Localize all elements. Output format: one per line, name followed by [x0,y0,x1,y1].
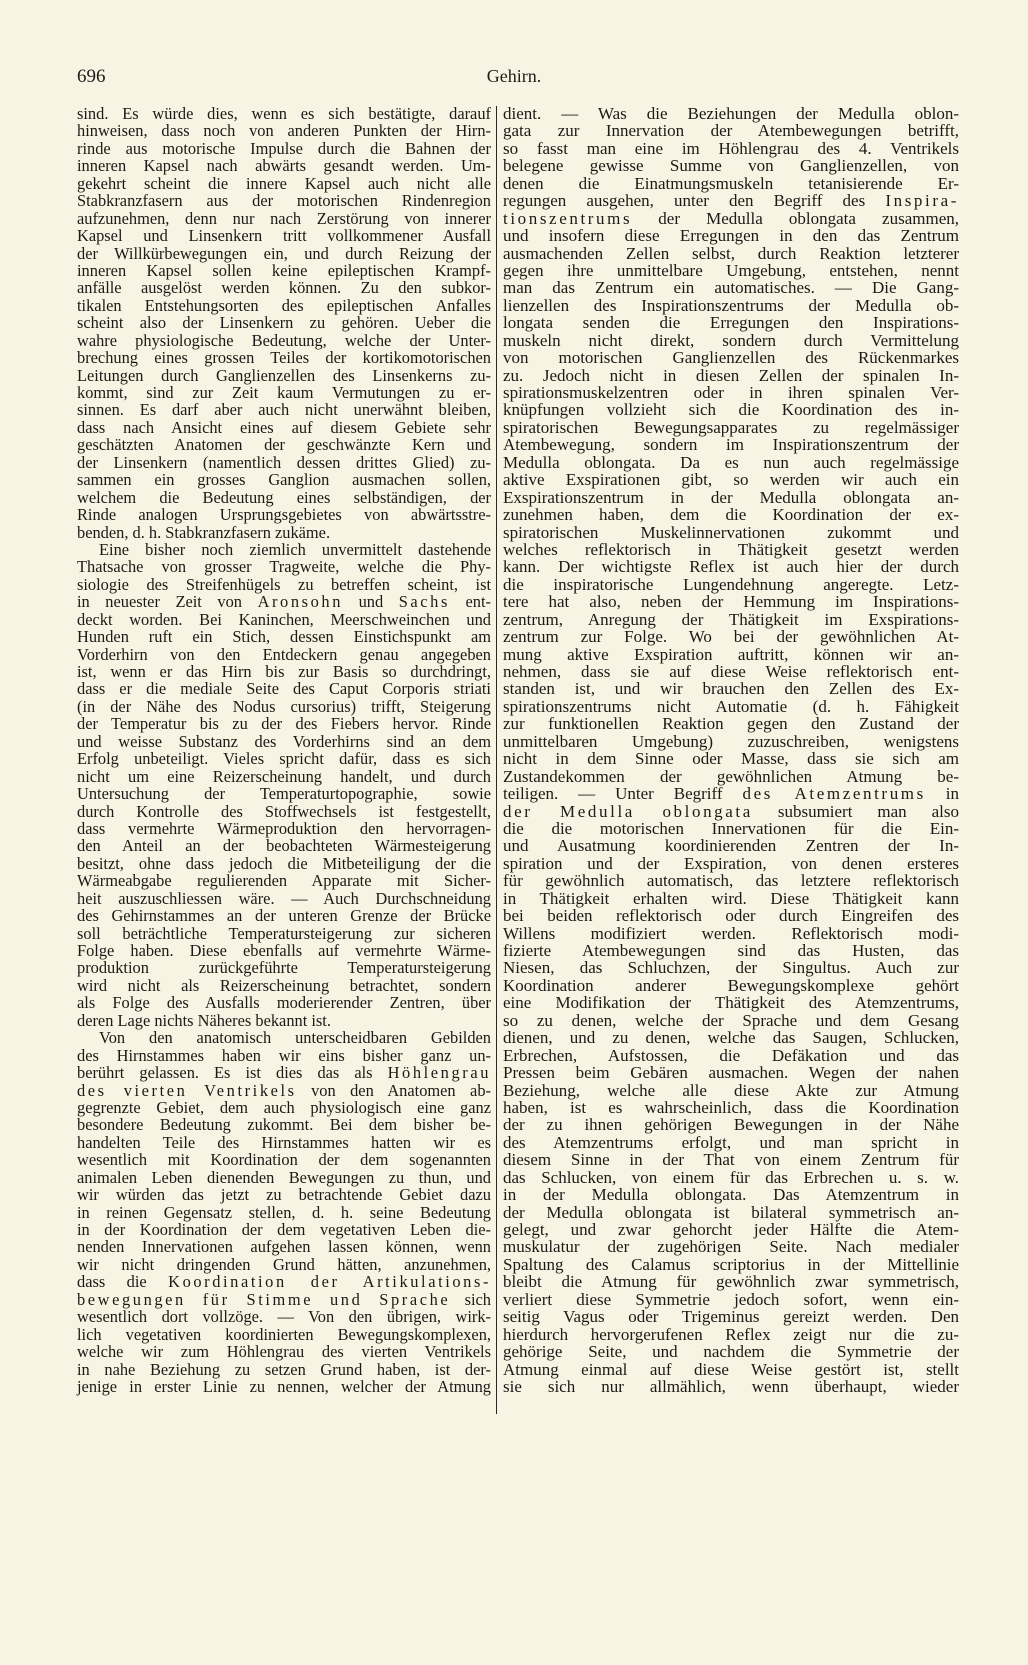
text-line: welches reflektorisch in Thätigkeit gesetzt werden [503,539,959,559]
text-line: Vorderhirn von den Entdeckern genau angegeben [77,644,491,664]
text-column-right [503,105,959,1395]
text-line: Wärmeabgabe regulierenden Apparate mit Sicher- [77,871,491,891]
text-line: des Atemzentrums erfolgt, und man spricht in [503,1132,959,1152]
text-line: aufzunehmen, denn nur nach Zerstörung von innerer [77,208,491,228]
text-segment: subsumiert man also [752,801,959,821]
text-line: sie sich nur allmählich, wenn überhaupt, wieder [503,1376,959,1396]
text-line: animalen Leben dienenden Bewegungen zu thun, und [77,1167,491,1187]
spaced-emphasis: Inspira- [885,191,959,211]
text-line: besondere Bedeutung zukommt. Bei dem bisher be- [77,1115,491,1135]
text-line: dienen, und zu denen, welche das Saugen, Schlucken, [503,1028,959,1048]
text-line: eine Modifikation der Thätigkeit des Atemzentrums, [503,993,959,1013]
text-line: Eine bisher noch ziemlich unvermittelt dastehende [99,539,491,559]
text-line: das Schlucken, von einem für das Erbrechen u. s. w. [503,1167,959,1187]
text-line: hinweisen, dass noch von anderen Punkten der Hirn- [77,121,491,141]
text-line: spiration und der Exspiration, von denen ersteres [503,853,959,873]
text-line: in reinen Gegensatz stellen, d. h. seine Bedeutung [77,1202,491,1222]
text-line: standen ist, und wir brauchen den Zellen des Ex- [503,679,959,699]
text-line: welchem die Bedeutung eines selbständigen, der [77,487,491,507]
text-line: jenige in erster Linie zu nennen, welcher der Atmung [77,1376,491,1396]
text-line: und insofern diese Erregungen in den das Zentrum [503,226,959,246]
running-title-wrap [0,66,1000,87]
text-line: Exspirationszentrum in der Medulla oblongata an- [503,487,959,507]
spaced-emphasis: der Medulla oblongata [503,801,753,821]
text-line: der Linsenkern (namentlich dessen drittes Glied) zu- [77,452,491,472]
text-line: kommt, sind zur Zeit kaum Vermutungen zu er- [77,383,491,402]
text-line: wesentlich dort vollzöge. — Von den übrigen, wirk- [77,1307,491,1327]
column-divider [496,106,497,1414]
text-line: wird nicht als Reizerscheinung betrachtet, sondern [77,975,491,995]
text-line: benden, d. h. Stabkranzfasern zukäme. [77,522,331,542]
text-line: gehörige Seite, und nachdem die Symmetrie der [503,1342,959,1362]
text-line: haben, ist es wahrscheinlich, dass die Koordination [503,1097,959,1117]
text-line: Pressen beim Gebären ausmachen. Wegen der nahen [503,1063,959,1083]
text-line: gegen ihre unmittelbare Umgebung, entstehen, nennt [503,260,959,280]
text-line: dient. — Was die Beziehungen der Medulla oblon- [503,104,959,123]
text-line: durch Kontrolle des Stoffwechsels ist festgestellt, [77,801,491,821]
text-line: gelegt, und zwar gehorcht jeder Hälfte die Atem- [503,1220,959,1239]
text-line [77,593,491,610]
text-line: und Ausatmung koordinierenden Zentren der In- [503,836,959,856]
text-line: (in der Nähe des Nodus cursorius) trifft, Steigerung [77,696,491,716]
text-line: Beziehung, welche alle diese Akte zur Atmung [503,1080,959,1100]
text-line: brechung eines grossen Teiles der kortikomotorischen [77,348,491,368]
text-segment: von den Anatomen ab- [296,1080,491,1100]
text-line [503,210,959,227]
text-line: Willens modifiziert werden. Reflektorisch modi- [503,923,959,943]
text-line: Hunden ruft ein Stich, dessen Einstichspunkt am [77,627,491,647]
text-line: scheint also der Linsenkern zu gehören. Ueber die [77,313,491,333]
text-line: und weisse Substanz des Vorderhirns sind an dem [77,731,491,751]
spaced-emphasis: Sachs [398,592,450,612]
text-line: in Thätigkeit erhalten wird. Diese Thätigkeit kann [503,888,959,908]
text-line: inneren Kapsel nach abwärts gesandt werden. Um- [77,156,491,176]
text-line: longata senden die Erregungen den Inspirations- [503,313,959,333]
text-line: zu. Jedoch nicht in diesen Zellen der spinalen In- [503,365,959,385]
text-line: gegrenzte Gebiet, dem auch physiologisch eine ganz [77,1097,491,1117]
text-line [503,785,959,802]
text-line: siologie des Streifenhügels zu betreffen scheint, ist [77,574,491,594]
text-line [77,1082,491,1099]
text-line: Atmung einmal auf diese Weise gestört ist, stellt [503,1359,959,1379]
text-line: zunehmen haben, dem die Koordination der ex- [503,505,959,525]
paragraph [77,105,491,541]
paragraph [77,1029,491,1395]
text-segment: der Medulla oblongata zusammen, [632,208,959,228]
text-line: die die motorischen Innervationen für die Ein- [503,818,959,838]
text-segment: und [343,592,399,612]
text-line: lich vegetativen koordinierten Bewegungskomplexen, [77,1324,491,1344]
page-number: 696 [77,66,106,87]
text-line: Rinde analogen Ursprungsgebietes von abwärtsstre- [77,505,491,525]
text-line: in der Koordination der dem vegetativen Leben die- [77,1220,491,1239]
text-line: aktive Exspirationen gibt, so werden wir auch ein [503,470,959,490]
text-line [77,1273,491,1290]
text-line: wahre physiologische Bedeutung, welche der Unter- [77,330,491,350]
text-line: so fasst man eine im Höhlengrau des 4. Ventrikels [503,138,959,158]
text-line: spirationszentrums nicht Automatie (d. h. Fähigkeit [503,696,959,716]
spaced-emphasis: Höhlengrau [387,1063,491,1083]
text-line: Untersuchung der Temperaturtopographie, sowie [77,784,491,804]
text-line: in der Medulla oblongata. Das Atemzentrum in [503,1185,959,1205]
text-line: Stabkranzfasern aus der motorischen Rindenregion [77,191,491,211]
text-line: spiratorischen Bewegungsapparates zu regelmässiger [503,417,959,437]
text-line: anfälle ausgelöst werden können. Zu den subkor- [77,278,491,298]
spaced-emphasis: des vierten Ventrikels [77,1080,297,1100]
text-line: nehmen, dass sie auf diese Weise reflektorisch ent- [503,662,959,681]
text-line: spiratorischen Muskelinnervationen zukommt und [503,522,959,542]
text-line: fizierte Atembewegungen sind das Husten, das [503,941,959,960]
text-line: rinde aus motorische Impulse durch die Bahnen der [77,138,491,158]
text-line: diesem Sinne in der That von einem Zentrum für [503,1150,959,1170]
text-line [77,1291,491,1308]
text-line: verliert diese Symmetrie jedoch sofort, wenn ein- [503,1289,959,1309]
text-line: Medulla oblongata. Da es nun auch regelmässige [503,452,959,472]
text-line: wir nicht dringenden Grund hätten, anzunehmen, [77,1254,491,1274]
spaced-emphasis: bewegungen für Stimme und Sprache [77,1289,451,1309]
text-line: der Willkürbewegungen ein, und durch Reizung der [77,243,491,263]
text-line [503,803,959,820]
text-line: Spaltung des Calamus scriptorius in der Mittellinie [503,1254,959,1274]
text-line: Zustandekommen der gewöhnlichen Atmung be- [503,766,959,786]
text-line: muskulatur der zugehörigen Seite. Nach medialer [503,1237,959,1257]
text-line: sammen ein grosses Ganglion ausmachen sollen, [77,470,491,490]
text-segment: in neuester Zeit von [77,592,258,612]
text-line: ist, wenn er das Hirn bis zur Basis so durchdringt, [77,662,491,681]
text-line: der zu ihnen gehörigen Bewegungen in der Nähe [503,1115,959,1135]
text-line: knüpfungen vollzieht sich die Koordination des in- [503,400,959,420]
text-line: zentrum zur Folge. Wo bei der gewöhnlichen At- [503,627,959,647]
text-line: des Hirnstammes haben wir eins bisher ganz un- [77,1045,491,1065]
text-line: spirationsmuskelzentren oder in ihren spinalen Ver- [503,383,959,402]
text-line: der Temperatur bis zu der des Fiebers hervor. Rinde [77,714,491,734]
text-segment: teiligen. — Unter Begriff [503,784,743,804]
text-line: die inspiratorische Lungendehnung angeregte. Letz- [503,574,959,594]
text-line: belegene gewisse Summe von Ganglienzellen, von [503,156,959,176]
text-line: als Folge des Ausfalls moderierender Zentren, über [77,993,491,1013]
text-line: Kapsel und Linsenkern tritt vollkommener Ausfall [77,226,491,246]
text-line: kann. Der wichtigste Reflex ist auch hier der durch [503,557,959,577]
text-line: heit auszuschliessen wäre. — Auch Durchschneidung [77,888,491,908]
text-segment: sich [450,1289,491,1309]
text-line: Thatsache von grosser Tragweite, welche die Phy- [77,557,491,577]
text-line: dass nach Ansicht eines auf diesem Gebiete sehr [77,417,491,437]
text-line: denen die Einatmungsmuskeln tetanisierende Er- [503,173,959,193]
text-line: Von den anatomisch unterscheidbaren Gebilden [99,1028,491,1048]
text-line: soll beträchtliche Temperatursteigerung zur sicheren [77,923,491,943]
text-line: ausmachenden Zellen selbst, durch Reaktion letzterer [503,243,959,263]
text-segment: ent- [449,592,492,612]
text-line: Niesen, das Schluchzen, der Singultus. Auch zur [503,958,959,978]
text-line: Erfolg unbeteiligt. Vieles spricht dafür, dass es sich [77,749,491,769]
text-line: nicht in dem Sinne oder Masse, dass sie sich am [503,749,959,769]
text-line: wir würden das jetzt zu betrachtende Gebiet dazu [77,1185,491,1205]
text-line: von motorischen Ganglienzellen des Rückenmarkes [503,348,959,368]
text-line: lienzellen des Inspirationszentrums der Medulla ob- [503,295,959,315]
paragraph [503,105,959,1395]
text-line: wesentlich mit Koordination der dem sogenannten [77,1150,491,1170]
text-line: gekehrt scheint die innere Kapsel auch nicht alle [77,173,491,193]
text-line: deckt worden. Bei Kaninchen, Meerschweinchen und [77,609,491,629]
text-line: Koordination anderer Bewegungskomplexe gehört [503,975,959,995]
text-line: mung aktive Exspiration auftritt, können wir an- [503,644,959,664]
text-line: unmittelbaren Umgebung) zuzuschreiben, wenigstens [503,731,959,751]
text-line: zur funktionellen Reaktion gegen den Zustand der [503,714,959,734]
text-line: deren Lage nichts Näheres bekannt ist. [77,1010,331,1030]
text-line: hierdurch hervorgerufenen Reflex zeigt nur die zu- [503,1324,959,1344]
spaced-emphasis: tionszentrums [503,208,633,228]
text-line: für gewöhnlich automatisch, das letztere reflektorisch [503,871,959,891]
text-column-left [77,105,491,1395]
text-line: dass er die mediale Seite des Caput Corporis striati [77,679,491,699]
text-segment: regungen ausgehen, unter den Begriff des [503,191,886,211]
text-line: Atembewegung, sondern im Inspirationszentrum der [503,435,959,455]
text-segment: dass die [77,1272,169,1292]
text-line: so zu denen, welche der Sprache und dem Gesang [503,1010,959,1030]
text-line: zentrum, Anregung der Thätigkeit im Exspirations- [503,609,959,629]
text-line: den Anteil an der beobachteten Wärmesteigerung [77,836,491,856]
text-line: in nahe Beziehung zu setzen Grund haben, ist der- [77,1359,491,1379]
text-line: welche wir zum Höhlengrau des vierten Ventrikels [77,1342,491,1362]
text-line: tere hat also, neben der Hemmung im Inspirations- [503,592,959,612]
text-line: sind. Es würde dies, wenn es sich bestätigte, darauf [77,104,491,123]
text-line: produktion zurückgeführte Temperatursteigerung [77,958,491,978]
running-title: Gehirn. [486,66,542,86]
spaced-emphasis: Aronsohn [257,592,344,612]
text-line: Leitungen durch Ganglienzellen des Linsenkerns zu- [77,365,491,385]
text-line: handelten Teile des Hirnstammes hatten wir es [77,1132,491,1152]
spaced-emphasis: des Atemzentrums [742,784,926,804]
text-line: seitig Vagus oder Trigeminus gereizt werden. Den [503,1307,959,1327]
text-line: der Medulla oblongata ist bilateral symmetrisch an- [503,1202,959,1222]
text-line: dass vermehrte Wärmeproduktion den hervorragen- [77,818,491,838]
text-segment: berührt gelassen. Es ist dies das als [77,1063,388,1083]
text-line: man das Zentrum ein automatisches. — Die Gang- [503,278,959,298]
text-line: des Gehirnstammes an der unteren Grenze der Brücke [77,906,491,926]
text-line: nicht um eine Reizerscheinung handelt, und durch [77,766,491,786]
text-line: muskeln nicht direkt, sondern durch Vermittelung [503,330,959,350]
text-line: geschätzten Anatomen der geschwänzte Kern und [77,435,491,455]
text-segment: in [925,784,959,804]
text-line [77,1064,491,1081]
text-line: Erbrechen, Aufstossen, die Defäkation und das [503,1045,959,1065]
text-line: bleibt die Atmung für gewöhnlich zwar symmetrisch, [503,1272,959,1292]
text-line: besitzt, ohne dass jedoch die Mitbeteiligung der die [77,853,491,873]
text-line: tikalen Entstehungsorten des epileptischen Anfalles [77,295,491,315]
text-line [503,192,959,209]
paragraph [77,541,491,1029]
text-line: sinnen. Es darf aber auch nicht unerwähnt bleiben, [77,400,491,420]
text-line: bei beiden reflektorisch oder durch Eingreifen des [503,906,959,926]
spaced-emphasis: Koordination der Artikulations- [168,1272,491,1292]
text-line: nenden Innervationen aufgehen lassen können, wenn [77,1237,491,1257]
text-line: gata zur Innervation der Atembewegungen betrifft, [503,121,959,141]
text-line: inneren Kapsel sollen keine epileptischen Krampf- [77,260,491,280]
text-line: Folge haben. Diese ebenfalls auf vermehrte Wärme- [77,941,491,960]
